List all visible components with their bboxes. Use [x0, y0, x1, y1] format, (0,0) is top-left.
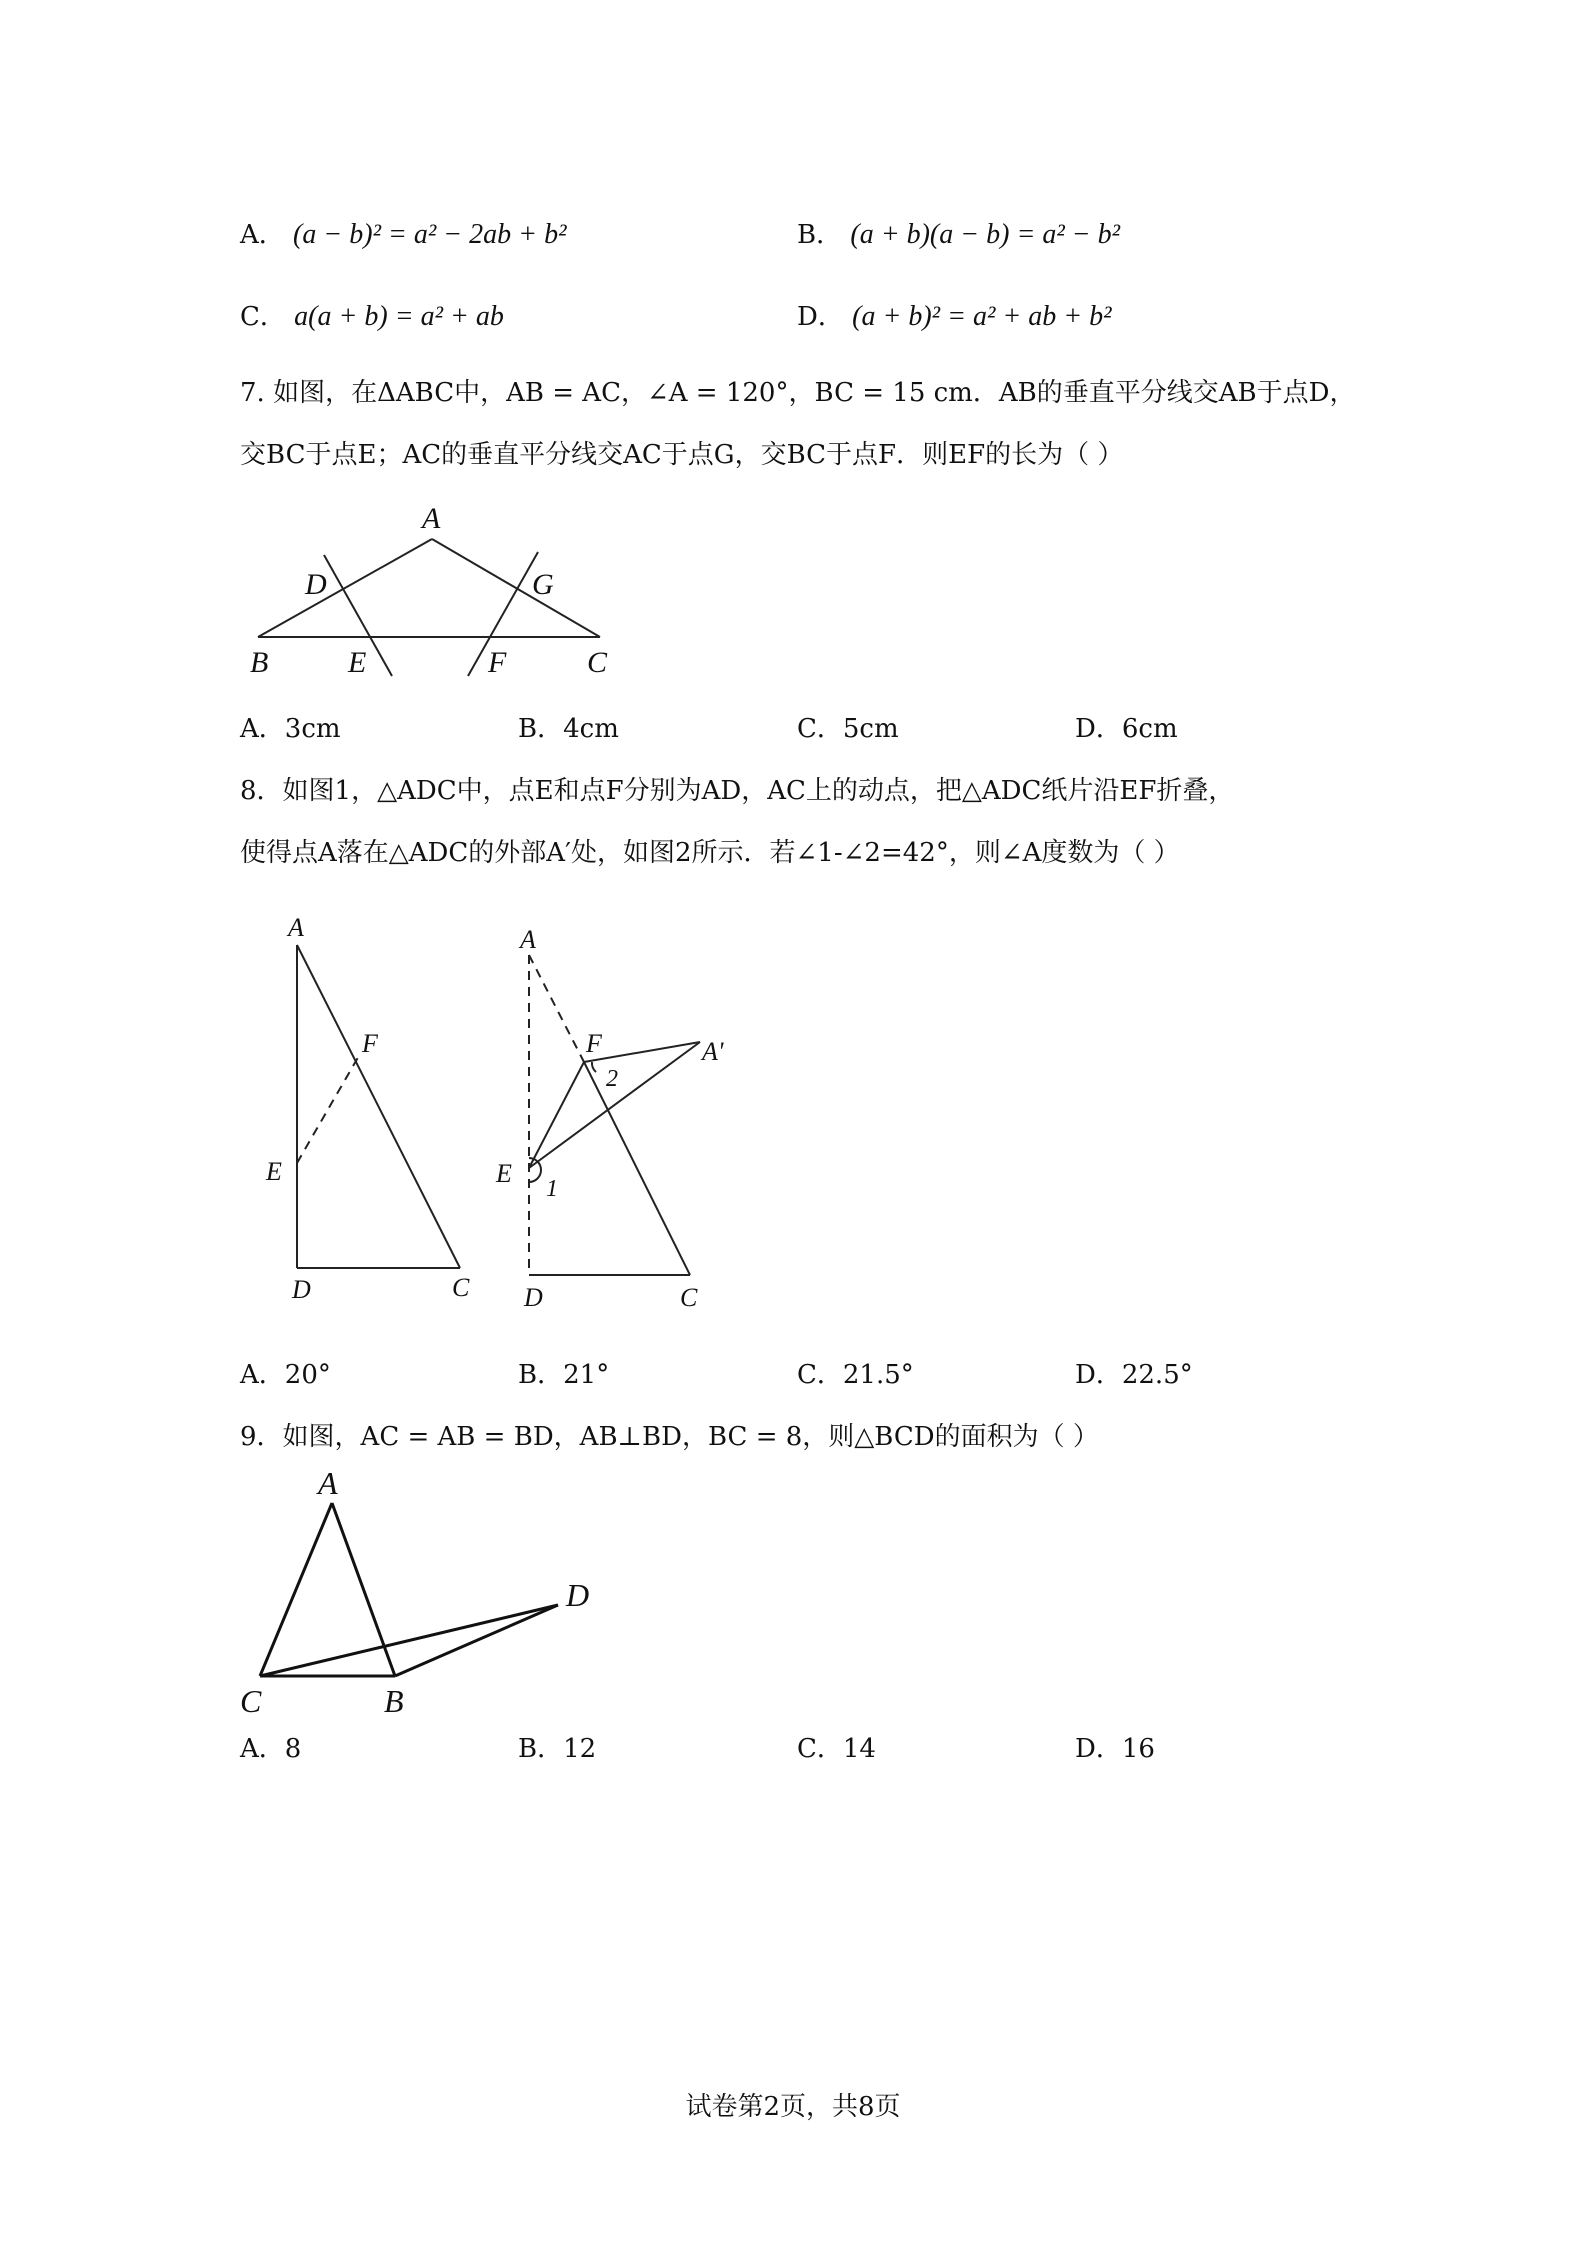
q7-label-b: B — [250, 646, 269, 679]
q9-text-line1: 9．如图，AC = AB = BD，AB⊥BD，BC = 8，则△BCD的面积为（ ） — [240, 1422, 1099, 1452]
q8-f2-label-c: C — [680, 1283, 698, 1312]
q9-segment-cd — [260, 1605, 558, 1676]
q8-option-b: B．21° — [518, 1360, 610, 1390]
q9-label-d: D — [566, 1577, 590, 1613]
q7-label-f: F — [488, 646, 507, 679]
q9-option-b: B．12 — [518, 1734, 597, 1764]
q8-text-line2: 使得点A落在△ADC的外部A′处，如图2所示．若∠1-∠2=42°，则∠A度数为（ ） — [240, 838, 1180, 868]
q6-option-b-label: B． — [797, 220, 843, 250]
q6-option-a-expression: (a − b)² = a² − 2ab + b² — [293, 219, 567, 250]
q9-label-b: B — [384, 1683, 404, 1719]
q7-text-line2: 交BC于点E；AC的垂直平分线交AC于点G，交BC于点F．则EF的长为（ ） — [240, 440, 1124, 470]
q6-option-b-expression: (a + b)(a − b) = a² − b² — [850, 219, 1121, 250]
q9-option-a: A．8 — [240, 1734, 302, 1764]
q9-label-c: C — [240, 1683, 262, 1719]
q7-option-b: B．4cm — [518, 714, 619, 744]
q8-f1-label-e: E — [266, 1157, 282, 1186]
q8-f2-label-2: 2 — [606, 1066, 618, 1092]
q8-f2-label-a: A — [520, 925, 536, 954]
q7-label-d: D — [305, 568, 327, 601]
q8-f2-label-d: D — [524, 1283, 543, 1312]
q7-option-a: A．3cm — [240, 714, 341, 744]
q9-segment-ac — [260, 1503, 332, 1676]
q8-f1-label-c: C — [452, 1273, 470, 1302]
q7-label-a: A — [422, 502, 441, 535]
q6-option-a-label: A． — [240, 220, 285, 250]
q8-f2-label-f: F — [586, 1029, 602, 1058]
q9-segment-bd — [395, 1605, 558, 1676]
q8-f1-label-d: D — [292, 1275, 311, 1304]
q8-option-d: D．22.5° — [1075, 1360, 1193, 1390]
q6-option-d-expression: (a + b)² = a² + ab + b² — [852, 301, 1112, 332]
page-footer: 试卷第2页，共8页 — [685, 2092, 901, 2122]
q8-f1-label-f: F — [362, 1029, 378, 1058]
q7-label-g: G — [532, 568, 554, 601]
q7-option-d: D．6cm — [1075, 714, 1178, 744]
q6-option-d-label: D． — [797, 302, 844, 332]
q8-f2-label-a-prime: A' — [702, 1037, 724, 1066]
q8-f1-label-a: A — [288, 913, 304, 942]
q9-label-a: A — [318, 1465, 338, 1501]
q6-option-c-label: C． — [240, 302, 286, 332]
q9-option-c: C．14 — [797, 1734, 876, 1764]
q8-f2-label-e: E — [496, 1159, 512, 1188]
q8-option-a: A．20° — [240, 1360, 331, 1390]
q7-text-line1: 7. 如图，在ΔABC中，AB = AC，∠A = 120°，BC = 15 cm．AB的垂直平分线交AB于点D， — [240, 378, 1356, 408]
q7-label-c: C — [587, 646, 608, 679]
q9-option-d: D．16 — [1075, 1734, 1155, 1764]
q7-option-c: C．5cm — [797, 714, 899, 744]
q8-f2-label-1: 1 — [546, 1176, 558, 1202]
q8-text-line1: 8．如图1，△ADC中，点E和点F分别为AD，AC上的动点，把△ADC纸片沿EF折叠， — [240, 776, 1235, 806]
q7-label-e: E — [348, 646, 367, 679]
q8-option-c: C．21.5° — [797, 1360, 914, 1390]
q6-option-c-expression: a(a + b) = a² + ab — [294, 301, 504, 332]
